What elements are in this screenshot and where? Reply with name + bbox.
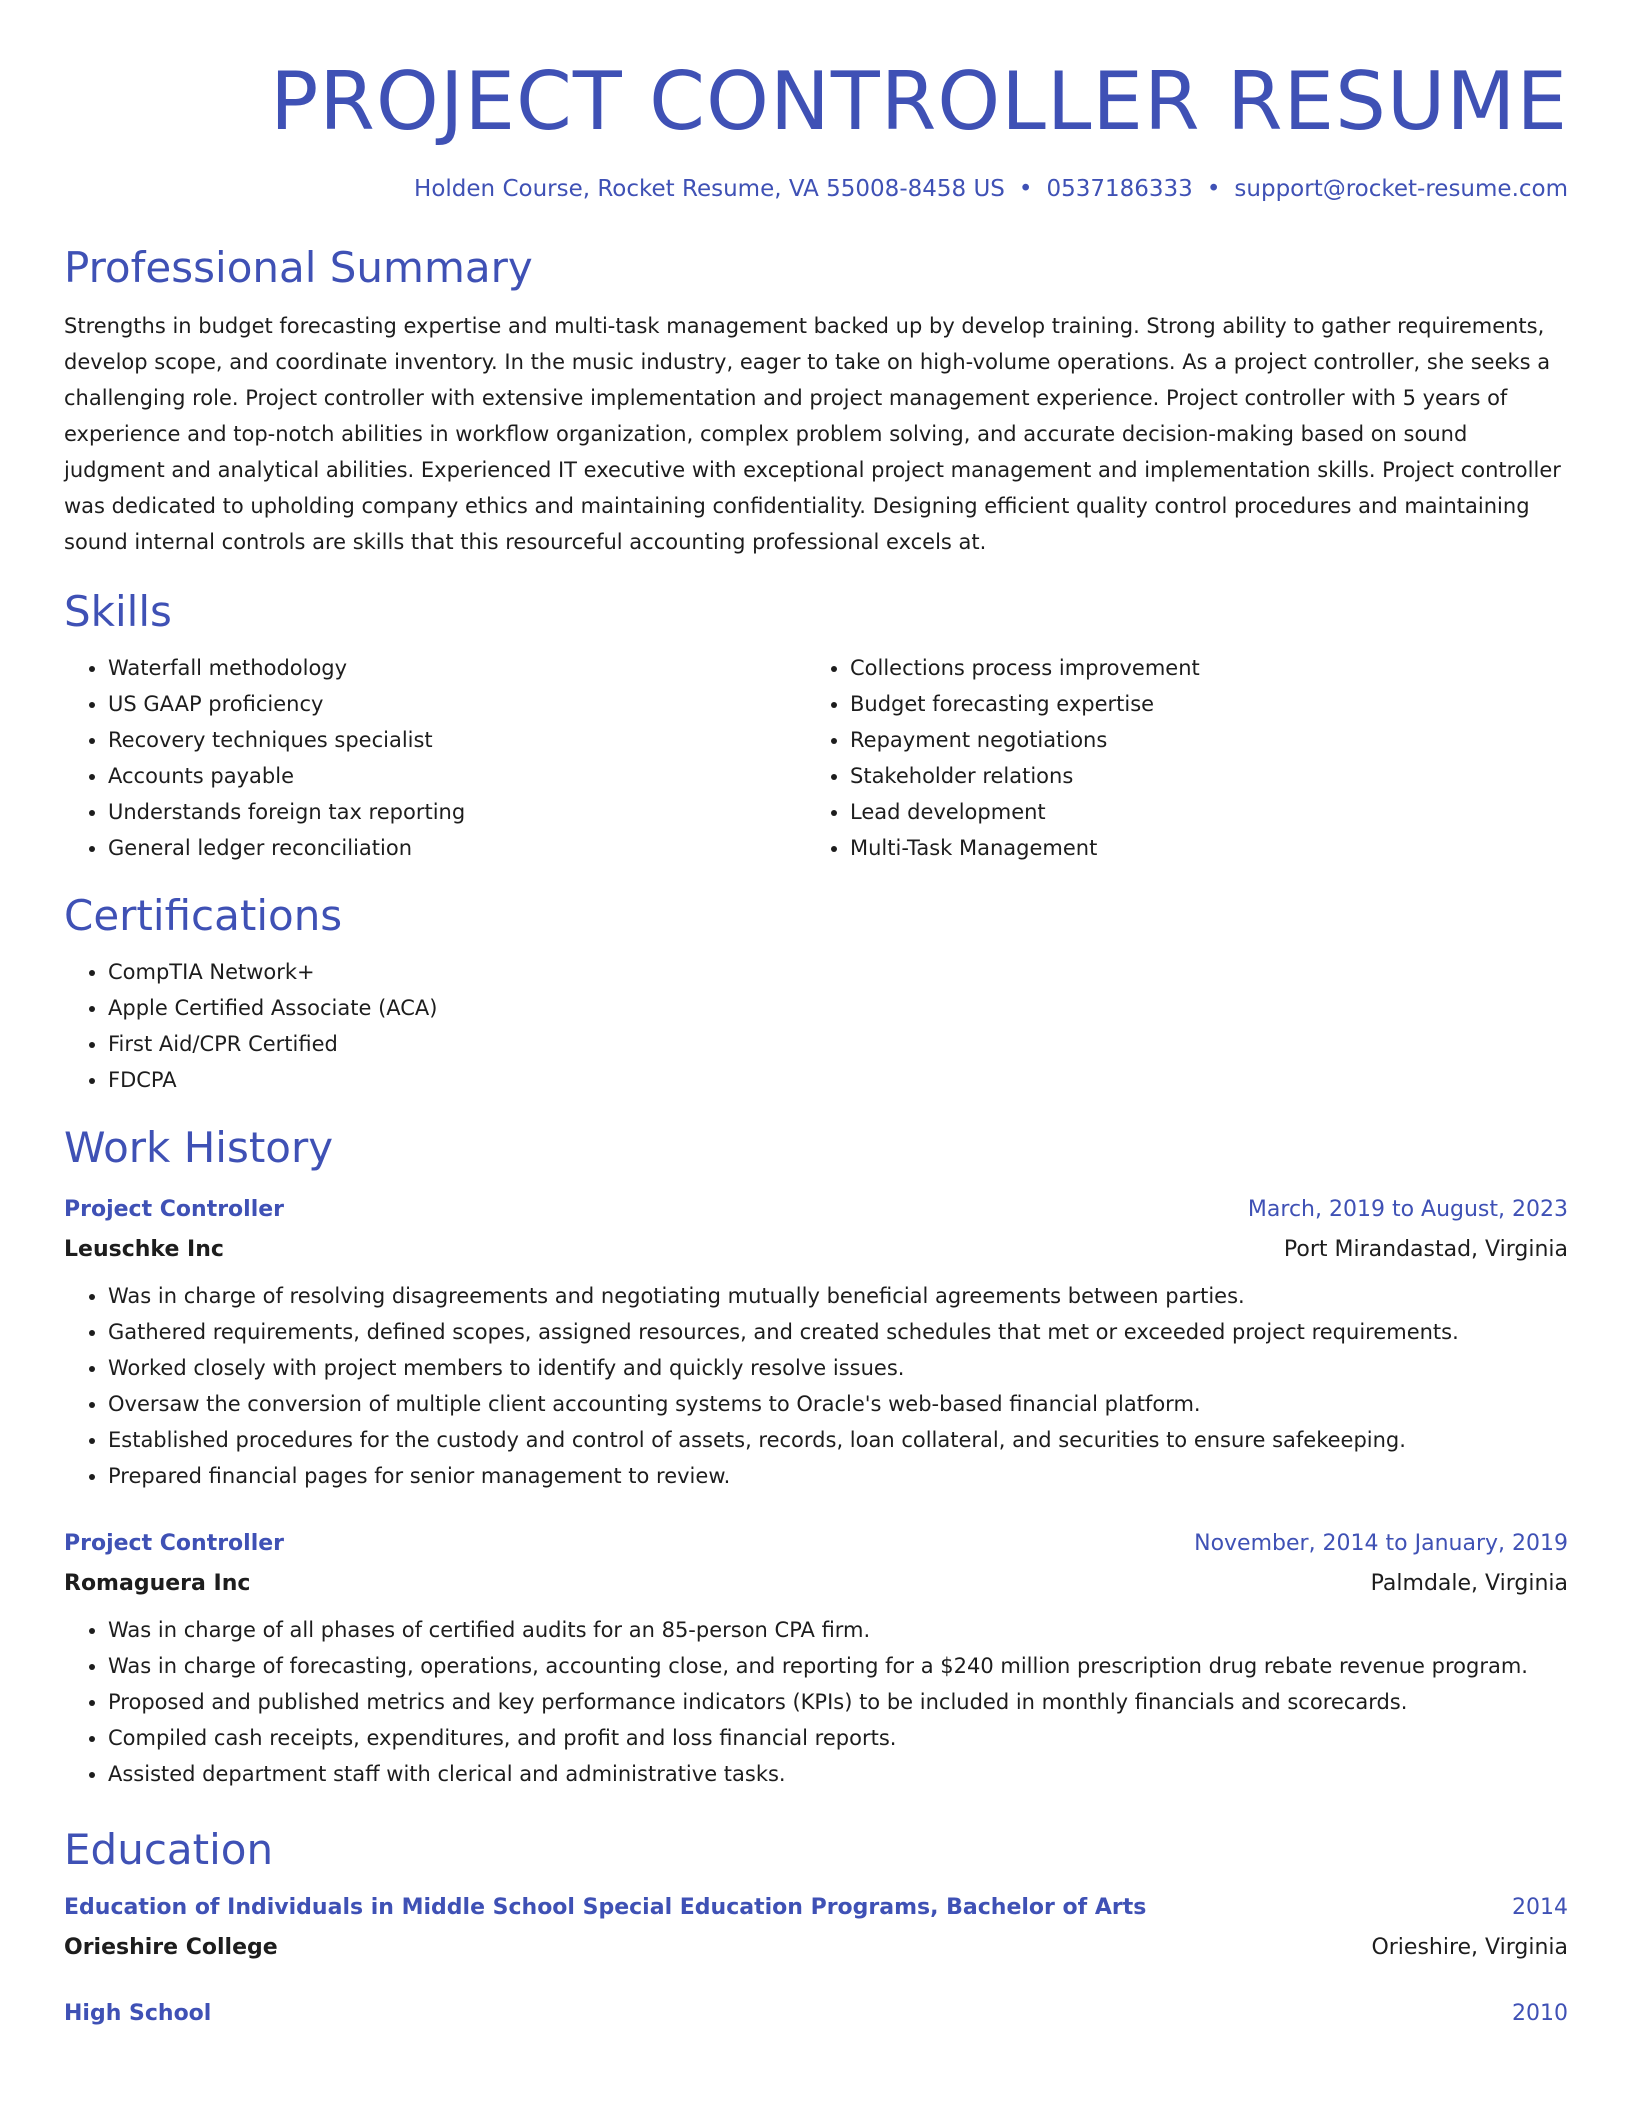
education-header-row — [64, 1888, 1568, 1928]
skills-left-column — [64, 650, 806, 866]
job-bullets — [64, 1612, 1568, 1792]
job-bullet: • Was in charge of all phases of certified audits for an 85-person CPA firm. — [108, 1612, 1568, 1648]
job-dates: November, 2014 to January, 2019 — [1194, 1531, 1568, 1556]
education-year: 2014 — [1512, 1895, 1568, 1920]
education-section — [64, 1822, 1568, 2034]
skills-columns — [64, 650, 1568, 866]
job-bullets — [64, 1278, 1568, 1494]
education-year: 2010 — [1512, 2001, 1568, 2026]
education-school: Orieshire College — [64, 1935, 278, 1960]
certification-item: • Apple Certified Associate (ACA) — [108, 990, 1568, 1026]
summary-text: Strengths in budget forecasting expertise and multi-task management backed up by develop training. Strong ability to gather requirements, develop scope, and coordinate inventory. In the music industry, eager to take on high-volume operations. As a project controller, she seeks a challenging role. Project controller with extensive implementation and project management experience. Project controller with 5 years of experience and top-notch abilities in workflow organization, complex problem solving, and accurate decision-making based on sound judgment and analytical abilities. Experienced IT executive with exceptional project management and implementation skills. Project controller was dedicated to upholding company ethics and maintaining confidentiality. Designing efficient quality control procedures and maintaining sound internal controls are skills that this resourceful accounting professional excels at. — [64, 314, 1561, 554]
education-entry — [64, 1994, 1568, 2034]
skill-item: • Collections process improvement — [850, 650, 1548, 686]
job-company: Romaguera Inc — [64, 1571, 251, 1596]
skill-item: • Repayment negotiations — [850, 722, 1548, 758]
skill-item: • Waterfall methodology — [108, 650, 806, 686]
job-dates: March, 2019 to August, 2023 — [1247, 1197, 1568, 1222]
job-header-row — [64, 1190, 1568, 1230]
job-bullet: • Established procedures for the custody and control of assets, records, loan collateral, and securities to ensure safekeeping. — [108, 1422, 1568, 1458]
skill-item: • General ledger reconciliation — [108, 830, 806, 866]
job-title: Project Controller — [64, 1197, 285, 1222]
certifications-section — [64, 888, 1568, 1098]
job-company: Leuschke Inc — [64, 1237, 224, 1262]
skill-item: • Recovery techniques specialist — [108, 722, 806, 758]
certifications-list — [64, 954, 1568, 1098]
resume-title: PROJECT CONTROLLER RESUME — [270, 55, 1568, 148]
job-location: Port Mirandastad, Virginia — [1283, 1237, 1568, 1262]
job-bullet: • Compiled cash receipts, expenditures, and profit and loss financial reports. — [108, 1720, 1568, 1756]
job-entry — [64, 1524, 1568, 1792]
education-degree: High School — [64, 2001, 212, 2026]
contact-separator: • — [1018, 176, 1033, 202]
education-degree: Education of Individuals in Middle School Special Education Programs, Bachelor of Arts — [64, 1895, 1147, 1920]
education-heading: Education — [64, 1825, 274, 1874]
skill-item: • Understands foreign tax reporting — [108, 794, 806, 830]
skill-item: • Multi-Task Management — [850, 830, 1548, 866]
job-bullet: • Assisted department staff with clerical and administrative tasks. — [108, 1756, 1568, 1792]
job-bullet: • Proposed and published metrics and key performance indicators (KPIs) to be included in monthly financials and scorecards. — [108, 1684, 1568, 1720]
contact-email[interactable]: support@rocket-resume.com — [1234, 176, 1568, 202]
contact-address: Holden Course, Rocket Resume, VA 55008-8458 US — [414, 176, 1005, 202]
certification-item: • FDCPA — [108, 1062, 1568, 1098]
skills-section — [64, 584, 1568, 866]
contact-line — [64, 172, 1568, 206]
summary-section — [64, 240, 1568, 560]
skill-item: • Stakeholder relations — [850, 758, 1548, 794]
job-header-row — [64, 1524, 1568, 1564]
job-company-row — [64, 1230, 1568, 1270]
skills-list-right — [806, 650, 1548, 866]
summary-heading: Professional Summary — [64, 243, 533, 292]
contact-phone: 0537186333 — [1046, 176, 1193, 202]
job-bullet: • Worked closely with project members to identify and quickly resolve issues. — [108, 1350, 1568, 1386]
skills-list-left — [64, 650, 806, 866]
certification-item: • First Aid/CPR Certified — [108, 1026, 1568, 1062]
job-entry — [64, 1190, 1568, 1494]
skills-right-column — [806, 650, 1548, 866]
contact-separator: • — [1206, 176, 1221, 202]
job-bullet: • Oversaw the conversion of multiple client accounting systems to Oracle's web-based financial platform. — [108, 1386, 1568, 1422]
job-bullet: • Prepared financial pages for senior management to review. — [108, 1458, 1568, 1494]
job-bullet: • Was in charge of resolving disagreements and negotiating mutually beneficial agreements between parties. — [108, 1278, 1568, 1314]
job-bullet: • Gathered requirements, defined scopes, assigned resources, and created schedules that met or exceeded project requirements. — [108, 1314, 1568, 1350]
education-entry — [64, 1888, 1568, 1968]
education-location: Orieshire, Virginia — [1371, 1935, 1568, 1960]
certifications-heading: Certifications — [64, 891, 343, 940]
work-history-section — [64, 1120, 1568, 1792]
education-header-row — [64, 1994, 1568, 2034]
skill-item: • US GAAP proficiency — [108, 686, 806, 722]
work-history-heading: Work History — [64, 1123, 334, 1172]
job-company-row — [64, 1564, 1568, 1604]
skill-item: • Accounts payable — [108, 758, 806, 794]
skill-item: • Budget forecasting expertise — [850, 686, 1548, 722]
job-location: Palmdale, Virginia — [1370, 1571, 1568, 1596]
job-title: Project Controller — [64, 1531, 285, 1556]
certification-item: • CompTIA Network+ — [108, 954, 1568, 990]
skill-item: • Lead development — [850, 794, 1548, 830]
education-school-row — [64, 1928, 1568, 1968]
job-bullet: • Was in charge of forecasting, operations, accounting close, and reporting for a $240 million prescription drug rebate revenue program. — [108, 1648, 1568, 1684]
skills-heading: Skills — [64, 587, 172, 636]
